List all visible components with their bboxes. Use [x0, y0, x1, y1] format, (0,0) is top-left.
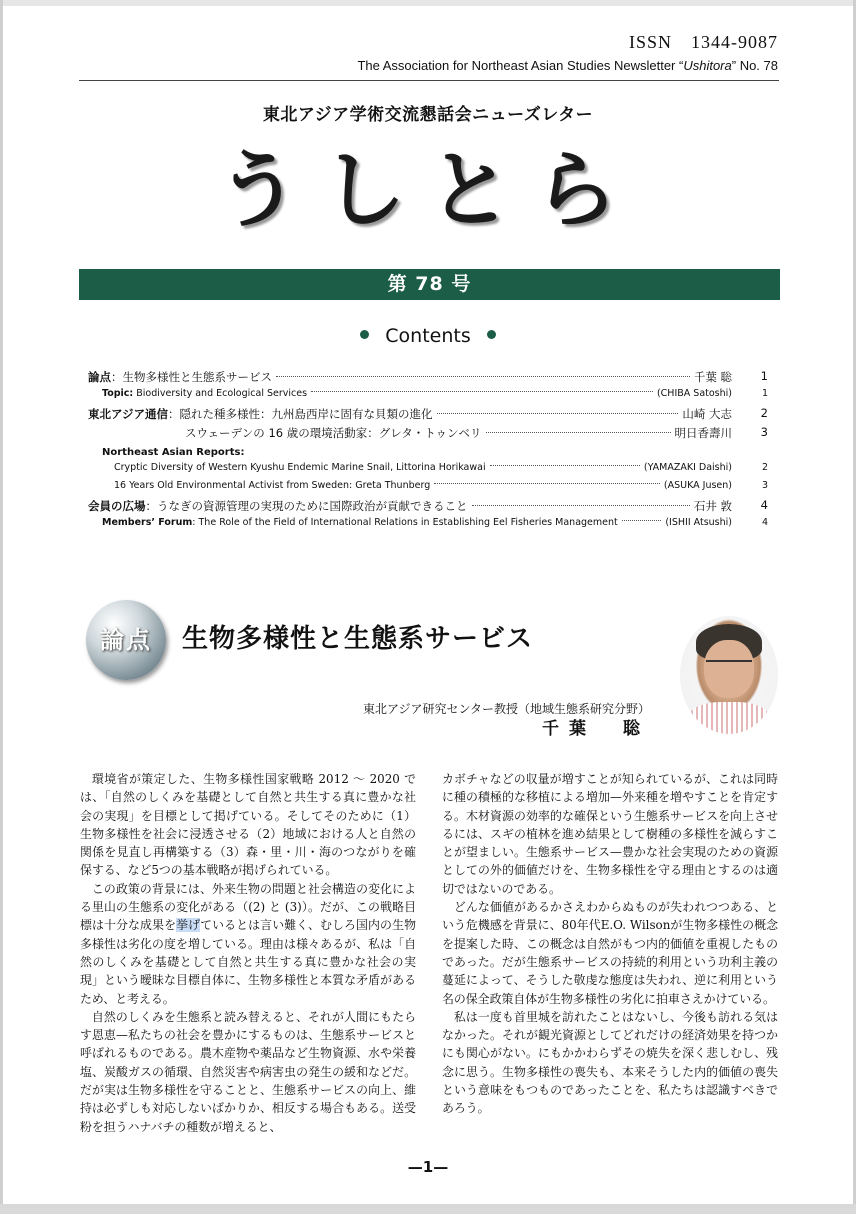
article-column-right	[442, 770, 778, 1118]
toc-page: 2	[761, 462, 768, 473]
author-name: 千葉 聡	[542, 719, 650, 739]
scan-border-top	[0, 0, 856, 6]
selected-text-highlight[interactable]: 挙げ	[176, 918, 201, 933]
toc-label: 会員の広場	[88, 499, 146, 513]
toc-author: (ISHII Atsushi)	[665, 517, 732, 528]
article-title: 生物多様性と生態系サービス	[182, 624, 534, 654]
toc-author: (ASUKA Jusen)	[663, 480, 732, 491]
ronten-globe-icon	[86, 600, 166, 680]
header-rule	[79, 80, 779, 81]
newsletter-name: Ushitora	[683, 58, 732, 73]
toc-leader	[472, 505, 690, 506]
toc-leader	[437, 413, 679, 414]
toc-leader	[490, 465, 640, 466]
toc-leader	[311, 391, 653, 392]
toc-label: Members’ Forum	[102, 517, 193, 528]
toc-item[interactable]	[88, 425, 768, 444]
ushitora-logo: うしとら	[215, 140, 640, 239]
toc-title: Biodiversity and Ecological Services	[133, 388, 308, 399]
toc-page: 4	[760, 498, 768, 512]
toc-item[interactable]	[88, 369, 768, 388]
newsletter-subtitle: 東北アジア学術交流懇話会ニューズレター	[262, 105, 594, 125]
toc-author: 山崎 大志	[682, 407, 732, 421]
author-portrait	[680, 616, 778, 734]
toc-title: 16 Years Old Environmental Activist from Sweden: Greta Thunberg	[114, 480, 431, 491]
toc-section-heading: Northeast Asian Reports:	[102, 447, 245, 458]
scan-border-bottom	[0, 1204, 856, 1214]
toc-title: ：生物多様性と生態系サービス	[111, 370, 272, 384]
toc-item[interactable]	[88, 462, 768, 480]
toc-page: 2	[760, 406, 768, 420]
article-column-left	[80, 770, 416, 1136]
issn-number: ISSN 1344-9087	[628, 32, 778, 52]
association-prefix: The Association for Northeast Asian Studies Newsletter “	[357, 58, 684, 73]
toc-author: (YAMAZAKI Daishi)	[643, 462, 732, 473]
toc-item[interactable]	[88, 498, 768, 517]
text-run: ているとは言い難く、むしろ国内の生物多様性は劣化の度を増している。理由は様々あるが、私は「自然のしくみを基礎として自然と共生する真に豊かな社会の実現」という曖昧な目標自体に、生物多様性と本質な矛盾があるため、と考える。	[80, 918, 416, 1006]
association-line	[357, 58, 778, 73]
toc-title: スウェーデンの 16 歳の環境活動家：グレタ・トゥンベリ	[185, 426, 482, 440]
toc-label: 東北アジア通信	[88, 407, 169, 421]
toc-item[interactable]	[88, 517, 768, 535]
toc-title: : The Role of the Field of International Relations in Establishing Eel Fisheries Management	[192, 517, 618, 528]
toc-author: 石井 敦	[693, 499, 732, 513]
portrait-shirt	[688, 702, 770, 734]
paragraph: 自然のしくみを生態系と読み替えると、それが人間にもたらす恩恵—私たちの社会を豊かにするものは、生態系サービスと呼ばれるものである。農木産物や薬品など生物資源、水や栄養塩、炭酸ガスの循環、自然災害や病害虫の発生の緩和などだ。だが実は生物多様性を守ることと、生態系サービスの向上、維持は必ずしも対応しないばかりか、相反する場合もある。送受粉を担うハナバチの種数が増えると、	[80, 1009, 416, 1134]
issue-banner: 第 78 号	[79, 269, 780, 300]
portrait-glasses	[706, 660, 752, 672]
toc-leader	[276, 376, 690, 377]
toc-leader	[622, 520, 662, 521]
toc-leader	[486, 432, 671, 433]
table-of-contents	[88, 369, 768, 535]
toc-title: Cryptic Diversity of Western Kyushu Endemic Marine Snail, Littorina Horikawai	[114, 462, 486, 473]
paragraph: 私は一度も首里城を訪れたことはないし、今後も訪れる気はなかった。それが観光資源としてどれだけの経済効果を持つかにも関心がない。にもかかわらずその焼失を深く悲しむし、残念に思う。生物多様性の喪失も、本来そうした内的価値の喪失という意味をもつものであったことを、私たちは認識すべきであろう。	[442, 1009, 778, 1116]
toc-page: 1	[761, 388, 768, 399]
toc-leader	[434, 483, 660, 484]
toc-author: 千葉 聡	[693, 370, 732, 384]
contents-heading	[0, 325, 856, 347]
author-affiliation: 東北アジア研究センター教授（地域生態系研究分野）	[362, 702, 650, 716]
toc-label: 論点	[88, 370, 111, 384]
toc-title: ：うなぎの資源管理の実現のために国際政治が貢献できること	[145, 499, 468, 513]
toc-page: 3	[760, 425, 768, 439]
bullet-dot-icon	[360, 330, 369, 339]
paragraph: どんな価値があるかさえわからぬものが失われつつある、という危機感を背景に、80年代E.O. Wilsonが生物多様性の概念を提案した時、この概念は自然がもつ内的価値を重視したものであった。だが生態系サービスの持続的利用という功利主義の蔓延によって、そうした敬虔な態度は失われ、逆に利用という名の保全政策自体が生物多様性の劣化に拍車さえかけている。	[442, 900, 778, 1006]
toc-page: 3	[761, 480, 768, 491]
paragraph: カボチャなどの収量が増すことが知られているが、これは同時に種の積極的な移植による増加—外来種を増やすことを肯定する。木材資源の効率的な確保という生態系サービスを向上させるには、スギの植林を進め結果として樹種の多様性を減らすことが望ましい。生態系サービス—豊かな社会実現のための資源としての外的価値だけを、生物多様性を守る理由とするのは適切ではないのである。	[442, 772, 778, 896]
text-run: この政策の背景には、外来生物の問題と社会構造の変化による里山の生態系の変化がある（(2) と (3)）。だが、この戦略目標は十分な成果を	[80, 881, 416, 933]
bullet-dot-icon	[487, 330, 496, 339]
paragraph	[80, 880, 416, 1008]
toc-author: 明日香壽川	[674, 426, 732, 440]
ronten-badge-label: 論点	[100, 626, 152, 654]
toc-author: (CHIBA Satoshi)	[656, 388, 732, 399]
toc-item[interactable]	[88, 388, 768, 406]
toc-title: ：隠れた種多様性：九州島西岸に固有な貝類の進化	[168, 407, 433, 421]
toc-item[interactable]	[88, 406, 768, 425]
page-number: —1—	[407, 1158, 449, 1176]
paragraph: 環境省が策定した、生物多様性国家戦略 2012 ～ 2020 では、「自然のしくみを基礎として自然と共生する真に豊かな社会の実現」を目標として掲げている。そしてそのために（1）生物多様性を社会に浸透させる（2）地域における人と自然の関係を見直し再構築する（3）森・里・川・海のつながりを確保する、など5つの基本戦略が掲げられている。	[80, 772, 416, 878]
contents-label: Contents	[385, 325, 471, 347]
toc-page: 1	[760, 369, 768, 383]
toc-item[interactable]	[88, 480, 768, 498]
issue-no: ” No. 78	[731, 58, 778, 73]
toc-page: 4	[761, 517, 768, 528]
toc-label: Topic:	[102, 388, 134, 399]
